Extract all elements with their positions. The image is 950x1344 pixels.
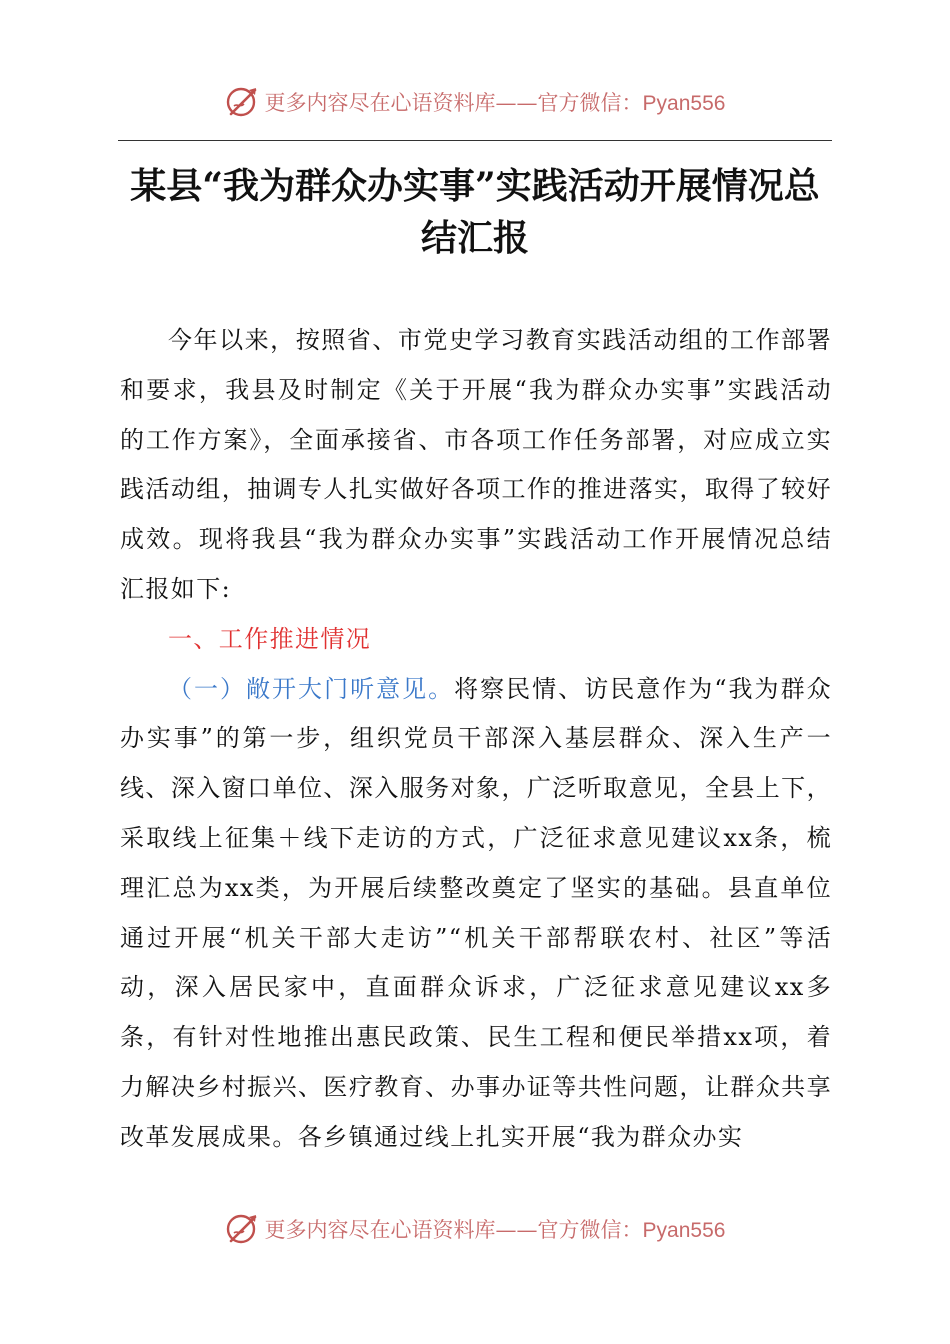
watermark-slogan: 更多内容尽在心语资料库——官方微信： xyxy=(264,91,643,115)
document-title: 某县“我为群众办实事”实践活动开展情况总结汇报 xyxy=(130,165,820,259)
intro-paragraph: 今年以来，按照省、市党史学习教育实践活动组的工作部署和要求，我县及时制定《关于开展“我为群众办实事”实践活动的工作方案》，全面承接省、市各项工作任务部署，对应成立实践活动组，抽调专人扎实做好各项工作的推进落实，取得了较好成效。现将我县“我为群众办实事”实践活动工作开展情况总结汇报如下: xyxy=(120,326,832,603)
section-1-heading: 一、工作推进情况 xyxy=(168,624,372,653)
footer-watermark xyxy=(0,1209,950,1249)
watermark-text xyxy=(265,1214,726,1244)
subsection-1-body: 将察民情、访民意作为“我为群众办实事”的第一步，组织党员干部深入基层群众、深入生产一线、深入窗口单位、深入服务对象，广泛听取意见，全县上下，采取线上征集＋线下走访的方式，广泛征求意见建议xx条，梳理汇总为xx类，为开展后续整改奠定了坚实的基础。县直单位通过开展“机关干部大走访”“机关干部帮联农村、社区”等活动，深入居民家中，直面群众诉求，广泛征求意见建议xx多条，有针对性地推出惠民政策、民生工程和便民举措xx项，着力解决乡村振兴、医疗教育、办事办证等共性问题，让群众共享改革发展成果。各乡镇通过线上扎实开展“我为群众办实 xyxy=(120,674,832,1151)
document-body xyxy=(120,316,832,1163)
header-watermark xyxy=(0,82,950,122)
header-divider xyxy=(118,140,832,141)
subsection-1-heading: （一）敞开大门听意见。 xyxy=(168,674,455,703)
subsection-paragraph xyxy=(120,665,832,1163)
watermark-text xyxy=(265,87,726,117)
pen-logo-icon xyxy=(225,84,261,120)
watermark-wechat-id: Pyan556 xyxy=(642,1219,726,1242)
watermark-slogan: 更多内容尽在心语资料库——官方微信： xyxy=(264,1218,643,1242)
pen-logo-icon xyxy=(225,1211,261,1247)
section-heading xyxy=(120,615,832,665)
watermark-wechat-id: Pyan556 xyxy=(642,92,726,115)
